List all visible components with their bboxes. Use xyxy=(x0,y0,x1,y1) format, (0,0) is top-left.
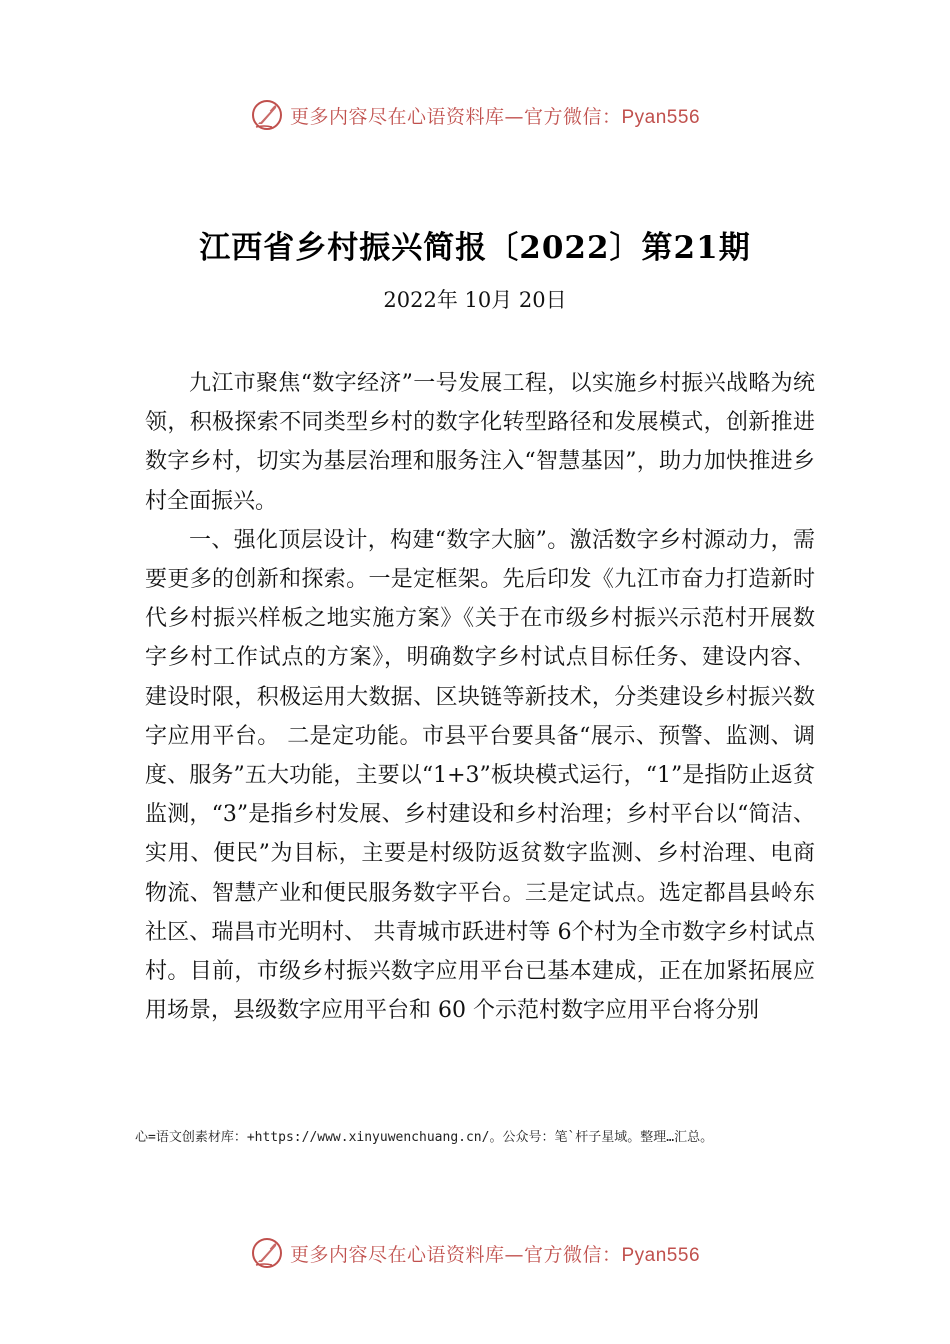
quill-logo-icon xyxy=(250,98,284,132)
watermark-bottom xyxy=(0,1233,950,1273)
watermark-text xyxy=(290,102,700,129)
quill-logo-icon xyxy=(250,1236,284,1270)
watermark-wechat-id: Pyan556 xyxy=(621,106,701,128)
paragraph-intro: 九江市聚焦“数字经济”一号发展工程，以实施乡村振兴战略为统领，积极探索不同类型乡村的数字化转型路径和发展模式，创新推进数字乡村，切实为基层治理和服务注入“智慧基因”，助力加快推进乡村全面振兴。 xyxy=(145,371,815,514)
watermark-label: 更多内容尽在心语资料库—官方微信： xyxy=(289,105,622,128)
watermark-top xyxy=(0,95,950,135)
footnote: 心=语文创素材库：+https://www.xinyuwenchuang.cn/。公众号：笔`杆子星域。整理…汇总。 xyxy=(135,1130,714,1145)
watermark-wechat-id: Pyan556 xyxy=(621,1244,701,1266)
watermark-label: 更多内容尽在心语资料库—官方微信： xyxy=(289,1243,622,1266)
watermark-text xyxy=(290,1240,700,1267)
document-title: 江西省乡村振兴简报〔2022〕第21期 xyxy=(199,230,751,266)
document-date: 2022年 10月 20日 xyxy=(383,288,567,312)
paragraph-section-one: 一、强化顶层设计，构建“数字大脑”。激活数字乡村源动力，需要更多的创新和探索。一是定框架。先后印发《九江市奋力打造新时代乡村振兴样板之地实施方案》《关于在市级乡村振兴示范村开展数字乡村工作试点的方案》，明确数字乡村试点目标任务、建设内容、建设时限，积极运用大数据、区块链等新技术，分类建设乡村振兴数字应用平台。 二是定功能。市县平台要具备“展示、预警、监测、调度、服务”五大功能，主要以“1+3”板块模式运行，“1”是指防止返贫监测，“3”是指乡村发展、乡村建设和乡村治理；乡村平台以“简洁、实用、便民”为目标，主要是村级防返贫数字监测、乡村治理、电商物流、智慧产业和便民服务数字平台。三是定试点。选定都昌县岭东社区、瑞昌市光明村、 共青城市跃进村等 6个村为全市数字乡村试点村。目前，市级乡村振兴数字应用平台已基本建成，正在加紧拓展应用场景，县级数字应用平台和 60 个示范村数字应用平台将分别 xyxy=(145,527,815,1024)
document-body xyxy=(145,364,815,1030)
